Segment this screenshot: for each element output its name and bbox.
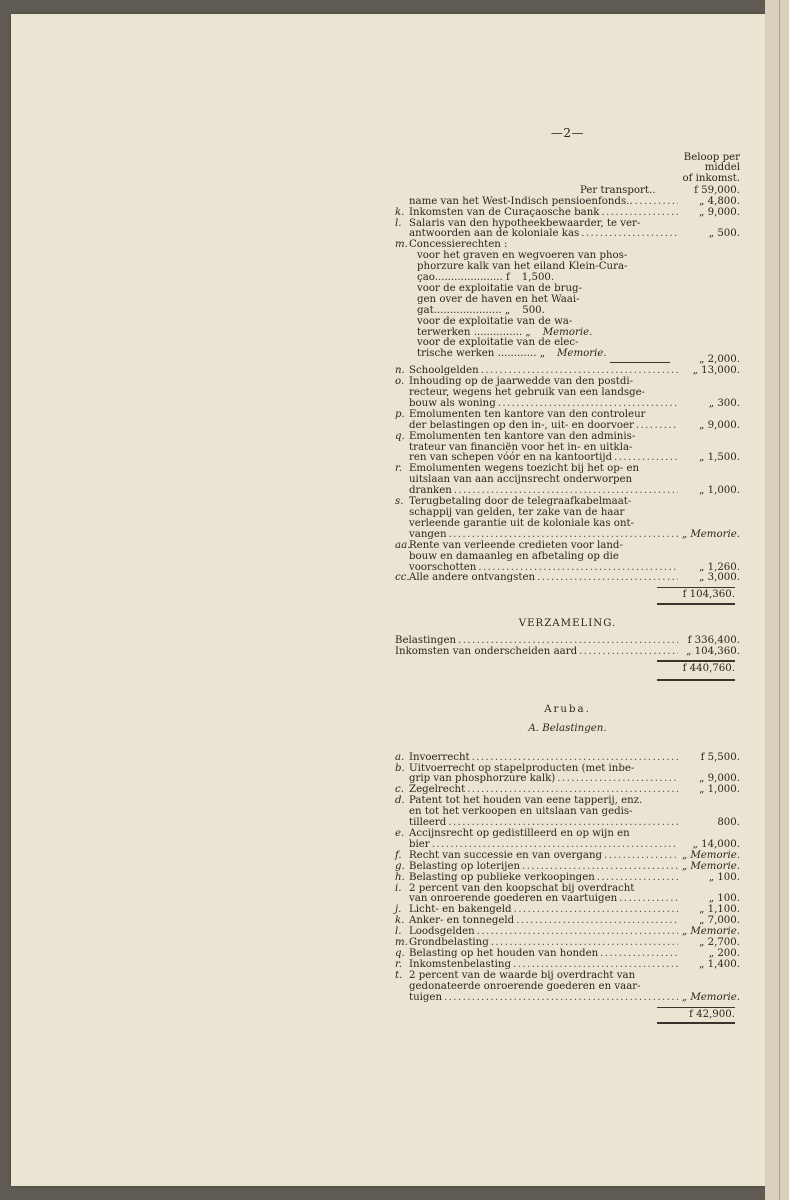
item-amount: 800.: [717, 817, 740, 829]
item-letter: m.: [395, 239, 408, 251]
leader-dots: [472, 753, 678, 764]
aruba-item-row: [395, 829, 740, 840]
item-text: schappij van gelden, ter zake van de haar: [409, 506, 625, 518]
item-amount: „ Memorie.: [681, 528, 740, 540]
concession-amount: 500.: [522, 304, 545, 316]
item-text: recteur, wegens het gebruik van een landsge-: [409, 387, 646, 399]
budget-item-row: [395, 208, 740, 219]
leader-dots: [600, 949, 678, 960]
item-amount: „ Memorie.: [681, 849, 740, 861]
concession-text: voor het graven en wegvoeren van phos-: [417, 250, 628, 262]
aruba-item-row: [395, 993, 740, 1004]
concession-text: voor de exploitatie van de brug-: [417, 282, 582, 294]
item-letter: e.: [395, 828, 405, 840]
item-text: Alle andere ontvangsten: [409, 572, 536, 584]
item-amount: „ Memorie.: [681, 991, 740, 1003]
item-amount: „ 9,000.: [699, 773, 740, 785]
item-text: Concessierechten :: [409, 239, 508, 251]
concession-amount: Memorie.: [542, 326, 593, 338]
item-text: van onroerende goederen en vaartuigen: [409, 893, 618, 905]
leader-dots: [635, 197, 678, 208]
item-text: Inkomstenbelasting: [409, 958, 512, 970]
summary-amount: „ 104,360.: [686, 646, 740, 658]
item-amount: „ 9,000.: [699, 419, 740, 431]
aruba-item-row: [395, 873, 740, 884]
leader-dots: [601, 208, 678, 219]
concession-text: gen over de haven en het Waai-: [417, 293, 580, 305]
item-text: Inkomsten van de Curaçaosche bank: [409, 206, 600, 218]
item-amount: „ 14,000.: [692, 838, 740, 850]
total-rule: [657, 1007, 735, 1008]
column-header-line: of inkomst.: [682, 172, 740, 184]
item-letter: b.: [395, 762, 405, 774]
item-amount: „ 1,000.: [699, 485, 740, 497]
item-text: verleende garantie uit de koloniale kas ont-: [409, 517, 635, 529]
item-amount: „ 2,000.: [699, 354, 740, 366]
item-text: name van het West-Indisch pensioenfonds..: [409, 195, 633, 207]
item-text: 2 percent van den koopschat bij overdracht: [409, 882, 635, 894]
item-text: ren van schepen vóór en na kantoortijd: [409, 452, 613, 464]
item-amount: „ 13,000.: [692, 365, 740, 377]
item-amount: „ 300.: [708, 397, 740, 409]
item-text: bier: [409, 838, 430, 850]
item-text: Uitvoerrecht op stapelproducten (met inbe-: [409, 762, 635, 774]
item-text: Loodsgelden: [409, 926, 475, 938]
item-amount: „ 3,000.: [699, 572, 740, 584]
item-letter: j.: [395, 904, 402, 916]
budget-item-row: [395, 421, 740, 432]
item-letter: q.: [395, 947, 405, 959]
item-amount: f 5,500.: [700, 751, 740, 763]
item-amount: „ 500.: [708, 228, 740, 240]
concession-text: gat..................... „: [417, 304, 511, 316]
item-letter: q.: [395, 430, 405, 442]
item-text: Schoolgelden: [409, 365, 479, 377]
concession-text: phorzure kalk van het eiland Klein-Cura-: [417, 261, 628, 273]
item-text: voorschotten: [409, 561, 477, 573]
page-edge-line: [779, 0, 780, 1200]
item-text: Licht- en bakengeld: [409, 904, 512, 916]
item-text: Rente van verleende credieten voor land-: [409, 539, 623, 551]
item-text: 2 percent van de waarde bij overdracht van: [409, 969, 636, 981]
total-rule: [657, 679, 735, 681]
total-rule: [657, 1022, 735, 1024]
budget-item-row: [395, 197, 740, 208]
item-text: der belastingen op den in-, uit- en doorvoer: [409, 419, 634, 431]
transport-label: Per transport..: [580, 184, 656, 196]
item-letter: l.: [395, 217, 402, 229]
page-edge-strip: [765, 0, 789, 1200]
budget-item-row: [395, 432, 740, 443]
item-letter: aa.: [395, 539, 411, 551]
leader-dots: [514, 905, 678, 916]
leader-dots: [522, 862, 678, 873]
item-amount: „ Memorie.: [681, 926, 740, 938]
aruba-item-row: [395, 807, 740, 818]
aruba-item-row: [395, 862, 740, 873]
item-text: uitslaan van aan accijnsrecht onderworpen: [409, 474, 633, 486]
item-letter: s.: [395, 496, 404, 508]
item-text: Recht van successie en van overgang: [409, 849, 603, 861]
item-letter: i.: [395, 882, 402, 894]
leader-dots: [597, 873, 678, 884]
budget-column: [395, 128, 740, 1024]
item-amount: „ 1,400.: [699, 958, 740, 970]
leader-dots: [477, 927, 678, 938]
column-header: [395, 153, 740, 184]
subtotal-amount: f 104,360.: [682, 589, 735, 601]
budget-item-row: [395, 573, 740, 584]
item-text: Belasting op het houden van honden: [409, 947, 599, 959]
aruba-total: f 42,900.: [689, 1008, 735, 1020]
leader-dots: [581, 229, 678, 240]
total-rule: [657, 660, 735, 662]
leader-dots: [604, 851, 678, 862]
item-text: gedonateerde onroerende goederen en vaar-: [409, 980, 641, 992]
leader-dots: [619, 894, 678, 905]
item-amount: „ 7,000.: [699, 915, 740, 927]
item-letter: r.: [395, 463, 402, 475]
item-amount: „ Memorie.: [681, 860, 740, 872]
item-text: Terugbetaling door de telegraafkabelmaat-: [409, 496, 632, 508]
budget-item-row: [395, 541, 740, 552]
aruba-item-row: [395, 982, 740, 993]
leader-dots: [636, 421, 678, 432]
item-amount: „ 200.: [708, 947, 740, 959]
item-amount: „ 100.: [708, 871, 740, 883]
item-letter: a.: [395, 751, 405, 763]
leader-dots: [516, 916, 678, 927]
item-text: Emolumenten ten kantore van den controleur: [409, 408, 646, 420]
section-title: Aruba.: [544, 703, 591, 715]
item-letter: k.: [395, 206, 405, 218]
item-text: Emolumenten ten kantore van den adminis-: [409, 430, 636, 442]
item-amount: „ 4,800.: [699, 195, 740, 207]
item-text: Belasting op loterijen: [409, 860, 521, 872]
item-text: vangen: [409, 528, 447, 540]
item-text: grip van phosphorzure kalk): [409, 773, 556, 785]
total-rule: [657, 587, 735, 588]
concession-row: [395, 317, 740, 328]
item-text: bouw en damaanleg en afbetaling op die: [409, 550, 619, 562]
item-text: en tot het verkoopen en uitslaan van gedis-: [409, 806, 633, 818]
item-letter: g.: [395, 860, 405, 872]
concession-text: voor de exploitatie van de elec-: [417, 337, 579, 349]
section-title: VERZAMELING.: [518, 618, 617, 630]
item-text: Anker- en tonnegeld: [409, 915, 515, 927]
item-letter: o.: [395, 376, 405, 388]
item-amount: „ 2,700.: [699, 937, 740, 949]
item-letter: l.: [395, 926, 402, 938]
leader-dots: [537, 573, 678, 584]
page-number: —2—: [550, 126, 585, 140]
item-letter: k.: [395, 915, 405, 927]
item-text: dranken: [409, 485, 452, 497]
item-text: bouw als woning: [409, 397, 496, 409]
item-letter: c.: [395, 784, 404, 796]
item-text: trateur van financiën voor het in- en uitkla-: [409, 441, 633, 453]
item-text: antwoorden aan de koloniale kas: [409, 228, 580, 240]
item-text: tuigen: [409, 991, 443, 1003]
total-rule: [657, 603, 735, 605]
leader-dots: [579, 647, 678, 658]
item-letter: d.: [395, 795, 405, 807]
section-subtitle: A. Belastingen.: [528, 722, 607, 734]
concession-text: terwerken ............... „: [417, 326, 531, 338]
item-amount: „ 1,260.: [699, 561, 740, 573]
item-letter: cc.: [395, 572, 410, 584]
budget-item-row: [395, 552, 740, 563]
summary-text: Inkomsten van onderscheiden aard: [395, 646, 578, 658]
summary-amount: f 336,400.: [687, 635, 740, 647]
item-amount: „ 9,000.: [699, 206, 740, 218]
transport-amount: f 59,000.: [694, 184, 740, 196]
item-letter: n.: [395, 365, 405, 377]
item-amount: „ 1,000.: [699, 784, 740, 796]
summary-total: f 440,760.: [682, 662, 735, 674]
concession-text: voor de exploitatie van de wa-: [417, 315, 573, 327]
item-letter: h.: [395, 871, 405, 883]
leader-dots: [557, 774, 678, 785]
column-header-line: middel: [704, 162, 740, 174]
concession-text: trische werken ............ „: [417, 348, 545, 360]
item-letter: r.: [395, 958, 402, 970]
item-text: Zegelrecht: [409, 784, 466, 796]
item-amount: „ 1,500.: [699, 452, 740, 464]
item-text: Grondbelasting: [409, 937, 489, 949]
item-amount: „ 1,100.: [699, 904, 740, 916]
item-letter: p.: [395, 408, 405, 420]
summary-text: Belastingen: [395, 635, 457, 647]
item-text: tilleerd: [409, 817, 447, 829]
column-header-line: Beloop per: [683, 151, 740, 163]
item-text: Belasting op publieke verkoopingen: [409, 871, 595, 883]
item-text: Invoerrecht: [409, 751, 470, 763]
item-text: Salaris van den hypotheekbewaarder, te ver-: [409, 217, 641, 229]
item-letter: f.: [395, 849, 402, 861]
aruba-item-row: [395, 753, 740, 764]
item-text: Accijnsrecht op gedistilleerd en op wijn en: [409, 828, 630, 840]
concession-amount: 1,500.: [521, 272, 555, 284]
item-amount: „ 100.: [708, 893, 740, 905]
item-letter: t.: [395, 969, 403, 981]
summary-row: [395, 647, 740, 658]
concession-text: çao..................... f: [417, 272, 510, 284]
item-text: Patent tot het houden van eene tapperij, enz.: [409, 795, 643, 807]
item-text: Emolumenten wegens toezicht bij het op- en: [409, 463, 640, 475]
item-letter: m.: [395, 937, 408, 949]
concession-amount: Memorie.: [556, 348, 607, 360]
item-text: Inhouding op de jaarwedde van den postdi-: [409, 376, 634, 388]
leader-dots: [444, 993, 678, 1004]
